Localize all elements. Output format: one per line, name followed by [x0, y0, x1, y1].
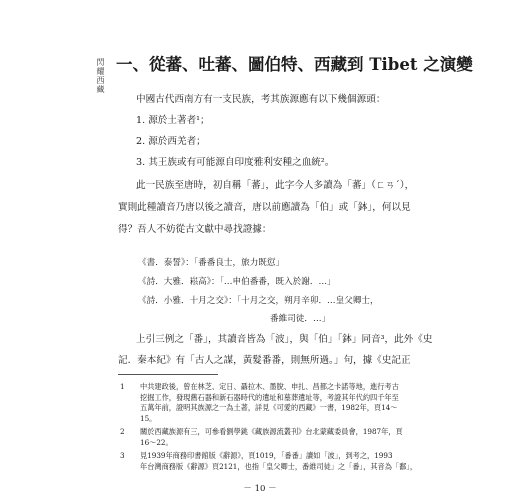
footnote-rule — [118, 374, 218, 375]
footnote-number: 1 — [120, 382, 125, 391]
footnote-number: 2 — [120, 427, 125, 436]
paragraph-line: 記．秦本紀》有「古人之謀，黃髮番番，則無所過。」句，據《史記正 — [118, 355, 411, 366]
footnote-number: 3 — [120, 451, 125, 460]
paragraph-line: 此一民族至唐時，初自稱「蕃」，此字今人多讀為「蕃」（ㄈㄢˊ）， — [136, 180, 415, 191]
list-item: 1. 源於土著者¹； — [136, 115, 210, 126]
footnote-line: 中共建政後，曾在林芝、定日、聶拉木、墨脫、申扎、昌都之卡諾等地，進行考古 — [140, 382, 399, 391]
footnote-line: 年台灣商務版《辭源》頁2121，也指「皇父卿士，番維司徒」之「番」，其音為「鄱」， — [140, 461, 418, 471]
footnote-line: 五萬年前，證明其族源之一為土著，詳見《可愛的西藏》一書，1982年，頁14～ — [140, 403, 398, 412]
quote-line: 《書．泰誓》：「番番良士，旅力既愆」 — [138, 258, 285, 268]
footnote-line: 16～22。 — [140, 437, 173, 447]
footnote-line: 見1939年商務印書館版《辭源》，頁1019，「番番」讀如「波」，到考之，1993 — [140, 451, 393, 460]
footnote-line: 關於西藏族源有三，可參看劉學銚《藏族源流叢刊》台北蒙藏委員會，1987年，頁 — [140, 427, 403, 436]
footnote-line: 挖掘工作，發現舊石器和新石器時代的遺址和墓葬遺址等，考證其年代約四千年至 — [140, 392, 399, 402]
list-item: 3. 其王族或有可能源自印度雅利安種之血統²。 — [136, 157, 335, 168]
quote-line: 《詩．大雅．崧高》：「…申伯番番，既入於謝．…」 — [138, 277, 336, 287]
paragraph-line: 上引三例之「番」，其讀音皆為「波」，與「伯」「鉢」同音³，此外《史 — [136, 334, 433, 345]
intro-paragraph: 中國古代西南方有一支民族，考其族源應有以下幾個源頭： — [136, 94, 386, 105]
quote-line: 《詩．小雅．十月之交》：「十月之交，朔月辛卯．…皇父卿士， — [138, 296, 379, 306]
paragraph-line: 得？吾人不妨從古文獻中尋找證據： — [118, 224, 272, 235]
chapter-title: 一、從蕃、吐蕃、圖伯特、西藏到 Tibet 之演變 — [116, 55, 473, 74]
running-head: 閃耀西藏 — [96, 58, 105, 94]
paragraph-line: 實則此種讀音乃唐以後之讀音，唐以前應讀為「伯」或「鉢」，何以見 — [118, 202, 411, 213]
page-number: － 10 － — [243, 484, 277, 494]
quote-line: 番維司徒．…」 — [270, 314, 331, 324]
footnote-line: 15。 — [140, 413, 157, 423]
list-item: 2. 源於西羌者； — [136, 136, 206, 147]
